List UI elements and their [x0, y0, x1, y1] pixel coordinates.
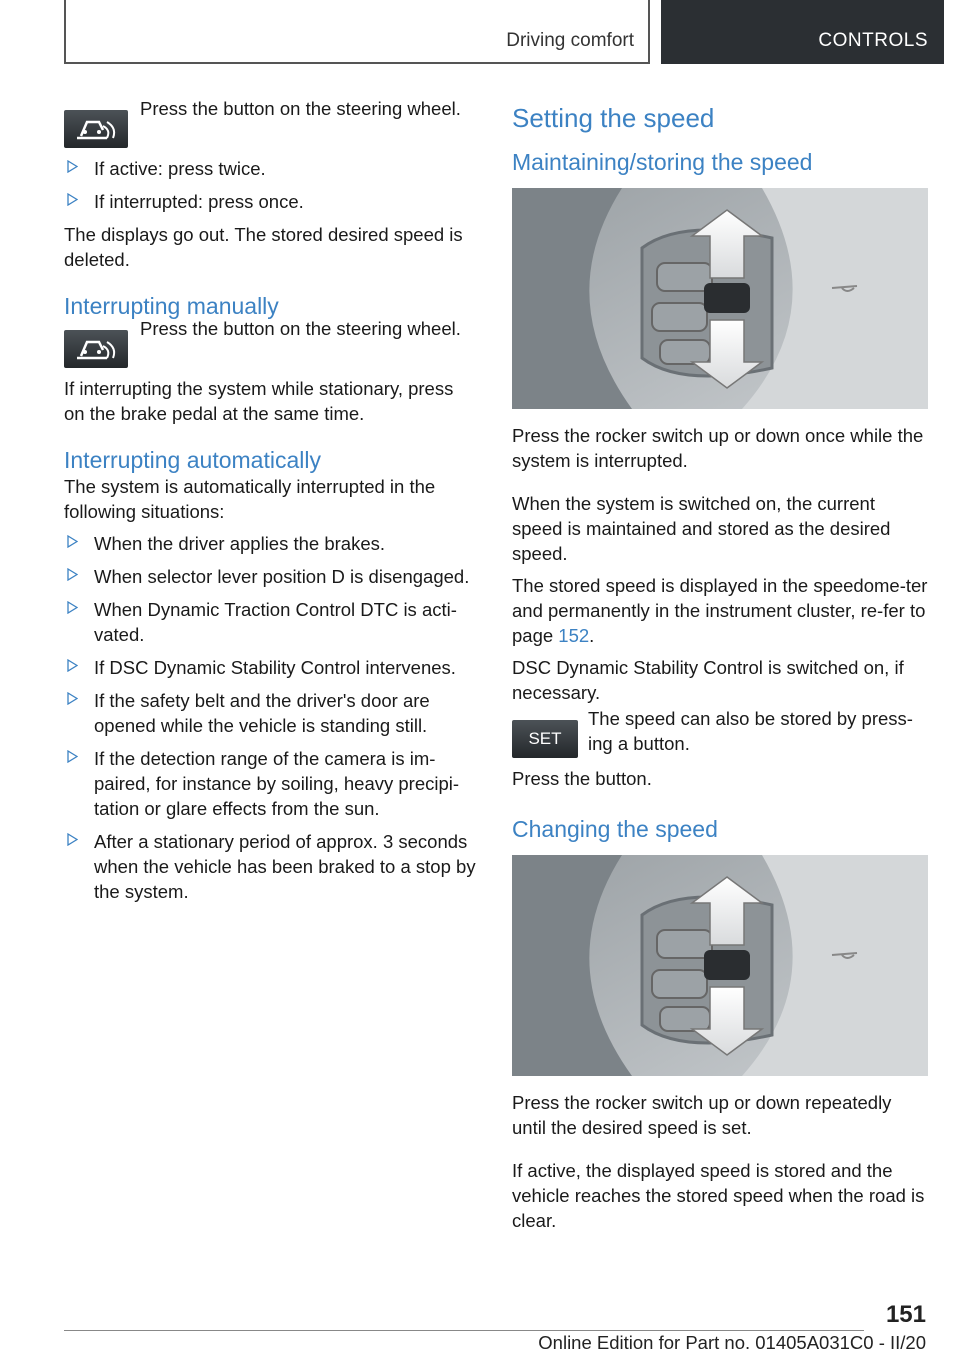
triangle-bullet-icon [67, 601, 78, 614]
interrupting-manually-heading: Interrupting manually [64, 293, 279, 319]
set-button-text: The speed can also be stored by press-ing a button. [588, 708, 913, 754]
driver-assist-button-icon [64, 330, 128, 368]
triangle-bullet-icon [67, 833, 78, 846]
list-item: If the detection range of the camera is im-paired, for instance by soiling, heavy precipi-tation or glare effects from the sun. [64, 746, 478, 821]
edition-note: Online Edition for Part no. 01405A031C0 - II/20 [538, 1332, 926, 1353]
manual-button-row [64, 316, 478, 366]
list-item: When selector lever position D is disengaged. [64, 564, 478, 589]
header-section-title: Driving comfort [506, 30, 634, 51]
maintain-paragraph-2: When the system is switched on, the current speed is maintained and stored as the desired speed. [512, 493, 891, 564]
header-section-box [64, 0, 650, 64]
changing-speed-heading: Changing the speed [512, 816, 718, 842]
right-column [512, 96, 928, 1240]
maintain-paragraph-4: DSC Dynamic Stability Control is switched on, if necessary. [512, 657, 904, 703]
triangle-bullet-icon [67, 750, 78, 763]
intro-paragraph: The displays go out. The stored desired speed is deleted. [64, 224, 463, 270]
steering-wheel-rocker-photo [512, 188, 928, 409]
maintain-paragraph-1: Press the rocker switch up or down once while the system is interrupted. [512, 425, 924, 471]
press-the-button: Press the button. [512, 768, 652, 789]
change-paragraph-2: If active, the displayed speed is stored and the vehicle reaches the stored speed when the road is clear. [512, 1160, 925, 1231]
list-item: If interrupted: press once. [64, 189, 478, 214]
triangle-bullet-icon [67, 568, 78, 581]
manual-paragraph: If interrupting the system while stationary, press on the brake pedal at the same time. [64, 378, 454, 424]
intro-button-row [64, 96, 478, 146]
triangle-bullet-icon [67, 193, 78, 206]
list-item: If DSC Dynamic Stability Control intervenes. [64, 655, 478, 680]
set-button-row [512, 706, 928, 756]
steering-wheel-rocker-photo-2 [512, 855, 928, 1076]
triangle-bullet-icon [67, 535, 78, 548]
driver-assist-button-icon [64, 110, 128, 148]
manual-button-text: Press the button on the steering wheel. [140, 318, 461, 339]
set-button-icon: SET [512, 720, 578, 758]
triangle-bullet-icon [67, 659, 78, 672]
footer-divider [64, 1330, 864, 1331]
auto-paragraph: The system is automatically interrupted in the following situations: [64, 476, 436, 522]
change-paragraph-1: Press the rocker switch up or down repeatedly until the desired speed is set. [512, 1092, 892, 1138]
list-item: After a stationary period of approx. 3 seconds when the vehicle has been braked to a stop by the system. [64, 829, 478, 904]
maintain-paragraph-3: The stored speed is displayed in the speedome-ter and permanently in the instrument cluster, re-fer to page 152. [512, 575, 928, 646]
list-item: When Dynamic Traction Control DTC is acti-vated. [64, 597, 478, 647]
left-column [64, 96, 478, 912]
list-item: If active: press twice. [64, 156, 478, 181]
list-item: If the safety belt and the driver's door are opened while the vehicle is standing still. [64, 688, 478, 738]
interrupting-automatically-heading: Interrupting automatically [64, 447, 321, 473]
intro-bullet-list [64, 156, 478, 214]
header-chapter-title: CONTROLS [818, 30, 928, 51]
auto-bullet-list [64, 531, 478, 904]
header-chapter-tab [661, 0, 944, 64]
setting-the-speed-heading: Setting the speed [512, 103, 715, 133]
list-item: When the driver applies the brakes. [64, 531, 478, 556]
page-number: 151 [885, 1301, 926, 1328]
triangle-bullet-icon [67, 692, 78, 705]
triangle-bullet-icon [67, 160, 78, 173]
intro-button-text: Press the button on the steering wheel. [140, 98, 461, 119]
maintaining-speed-heading: Maintaining/storing the speed [512, 149, 813, 175]
page-reference-link[interactable]: 152 [558, 625, 590, 646]
